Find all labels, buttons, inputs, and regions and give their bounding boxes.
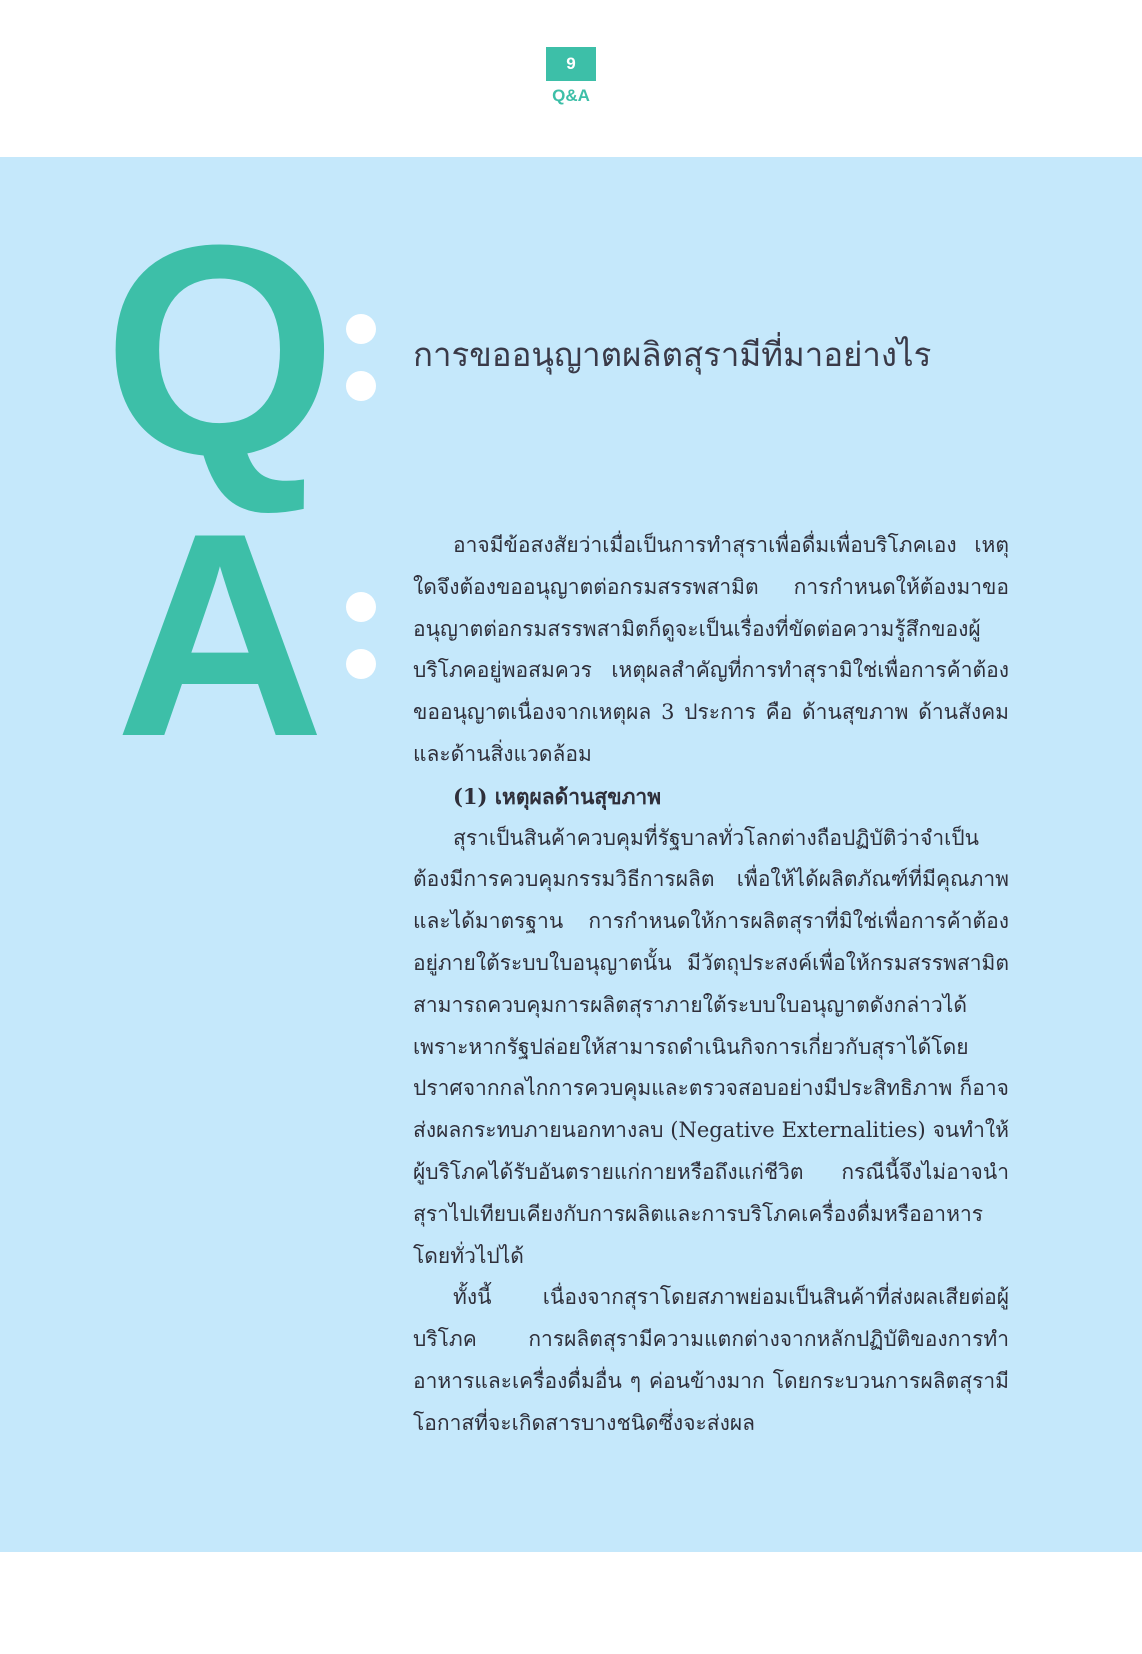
a-colon-dot-top (346, 592, 376, 622)
a-colon-dot-bottom (346, 649, 376, 679)
q-colon-dot-bottom (346, 371, 376, 401)
answer-paragraph-intro: อาจมีข้อสงสัยว่าเมื่อเป็นการทำสุราเพื่อดื่มเพื่อบริโภคเอง เหตุใดจึงต้องขออนุญาตต่อกรมสรรพสามิต การกำหนดให้ต้องมาขออนุญาตต่อกรมสรรพสามิตก็ดูจะเป็นเรื่องที่ขัดต่อความรู้สึกของผู้บริโภคอยู่พอสมควร เหตุผลสำคัญที่การทำสุรามิใช่เพื่อการค้าต้องขออนุญาตเนื่องจากเหตุผล 3 ประการ คือ ด้านสุขภาพ ด้านสังคม และด้านสิ่งแวดล้อม (413, 533, 1009, 766)
a-letter: A (115, 473, 325, 797)
answer-subheading-health: (1) เหตุผลด้านสุขภาพ (453, 783, 662, 809)
page-number-badge: 9 (546, 47, 596, 81)
answer-paragraph-continuation: ทั้งนี้ เนื่องจากสุราโดยสภาพย่อมเป็นสินค้าที่ส่งผลเสียต่อผู้บริโภค การผลิตสุรามีความแตกต่างจากหลักปฏิบัติของการทำอาหารและเครื่องดื่มอื่น ๆ ค่อนข้างมาก โดยกระบวนการผลิตสุรามีโอกาสที่จะเกิดสารบางชนิดซึ่งจะส่งผล (413, 1285, 1009, 1435)
answer-body (413, 525, 1009, 1445)
q-letter: Q (103, 182, 337, 518)
question-text: การขออนุญาตผลิตสุรามีที่มาอย่างไร (413, 335, 932, 374)
section-label: Q&A (552, 86, 590, 105)
q-colon-dot-top (346, 314, 376, 344)
answer-paragraph-health: สุราเป็นสินค้าควบคุมที่รัฐบาลทั่วโลกต่างถือปฏิบัติว่าจำเป็นต้องมีการควบคุมกรรมวิธีการผลิต เพื่อให้ได้ผลิตภัณฑ์ที่มีคุณภาพและได้มาตรฐาน การกำหนดให้การผลิตสุราที่มิใช่เพื่อการค้าต้องอยู่ภายใต้ระบบใบอนุญาตนั้น มีวัตถุประสงค์เพื่อให้กรมสรรพสามิตสามารถควบคุมการผลิตสุราภายใต้ระบบใบอนุญาตดังกล่าวได้ เพราะหากรัฐปล่อยให้สามารถดำเนินกิจการเกี่ยวกับสุราได้โดยปราศจากกลไกการควบคุมและตรวจสอบอย่างมีประสิทธิภาพ ก็อาจส่งผลกระทบภายนอกทางลบ (Negative Externalities) จนทำให้ผู้บริโภคได้รับอันตรายแก่กายหรือถึงแก่ชีวิต กรณีนี้จึงไม่อาจนำสุราไปเทียบเคียงกับการผลิตและการบริโภคเครื่องดื่มหรืออาหารโดยทั่วไปได้ (413, 825, 1009, 1268)
